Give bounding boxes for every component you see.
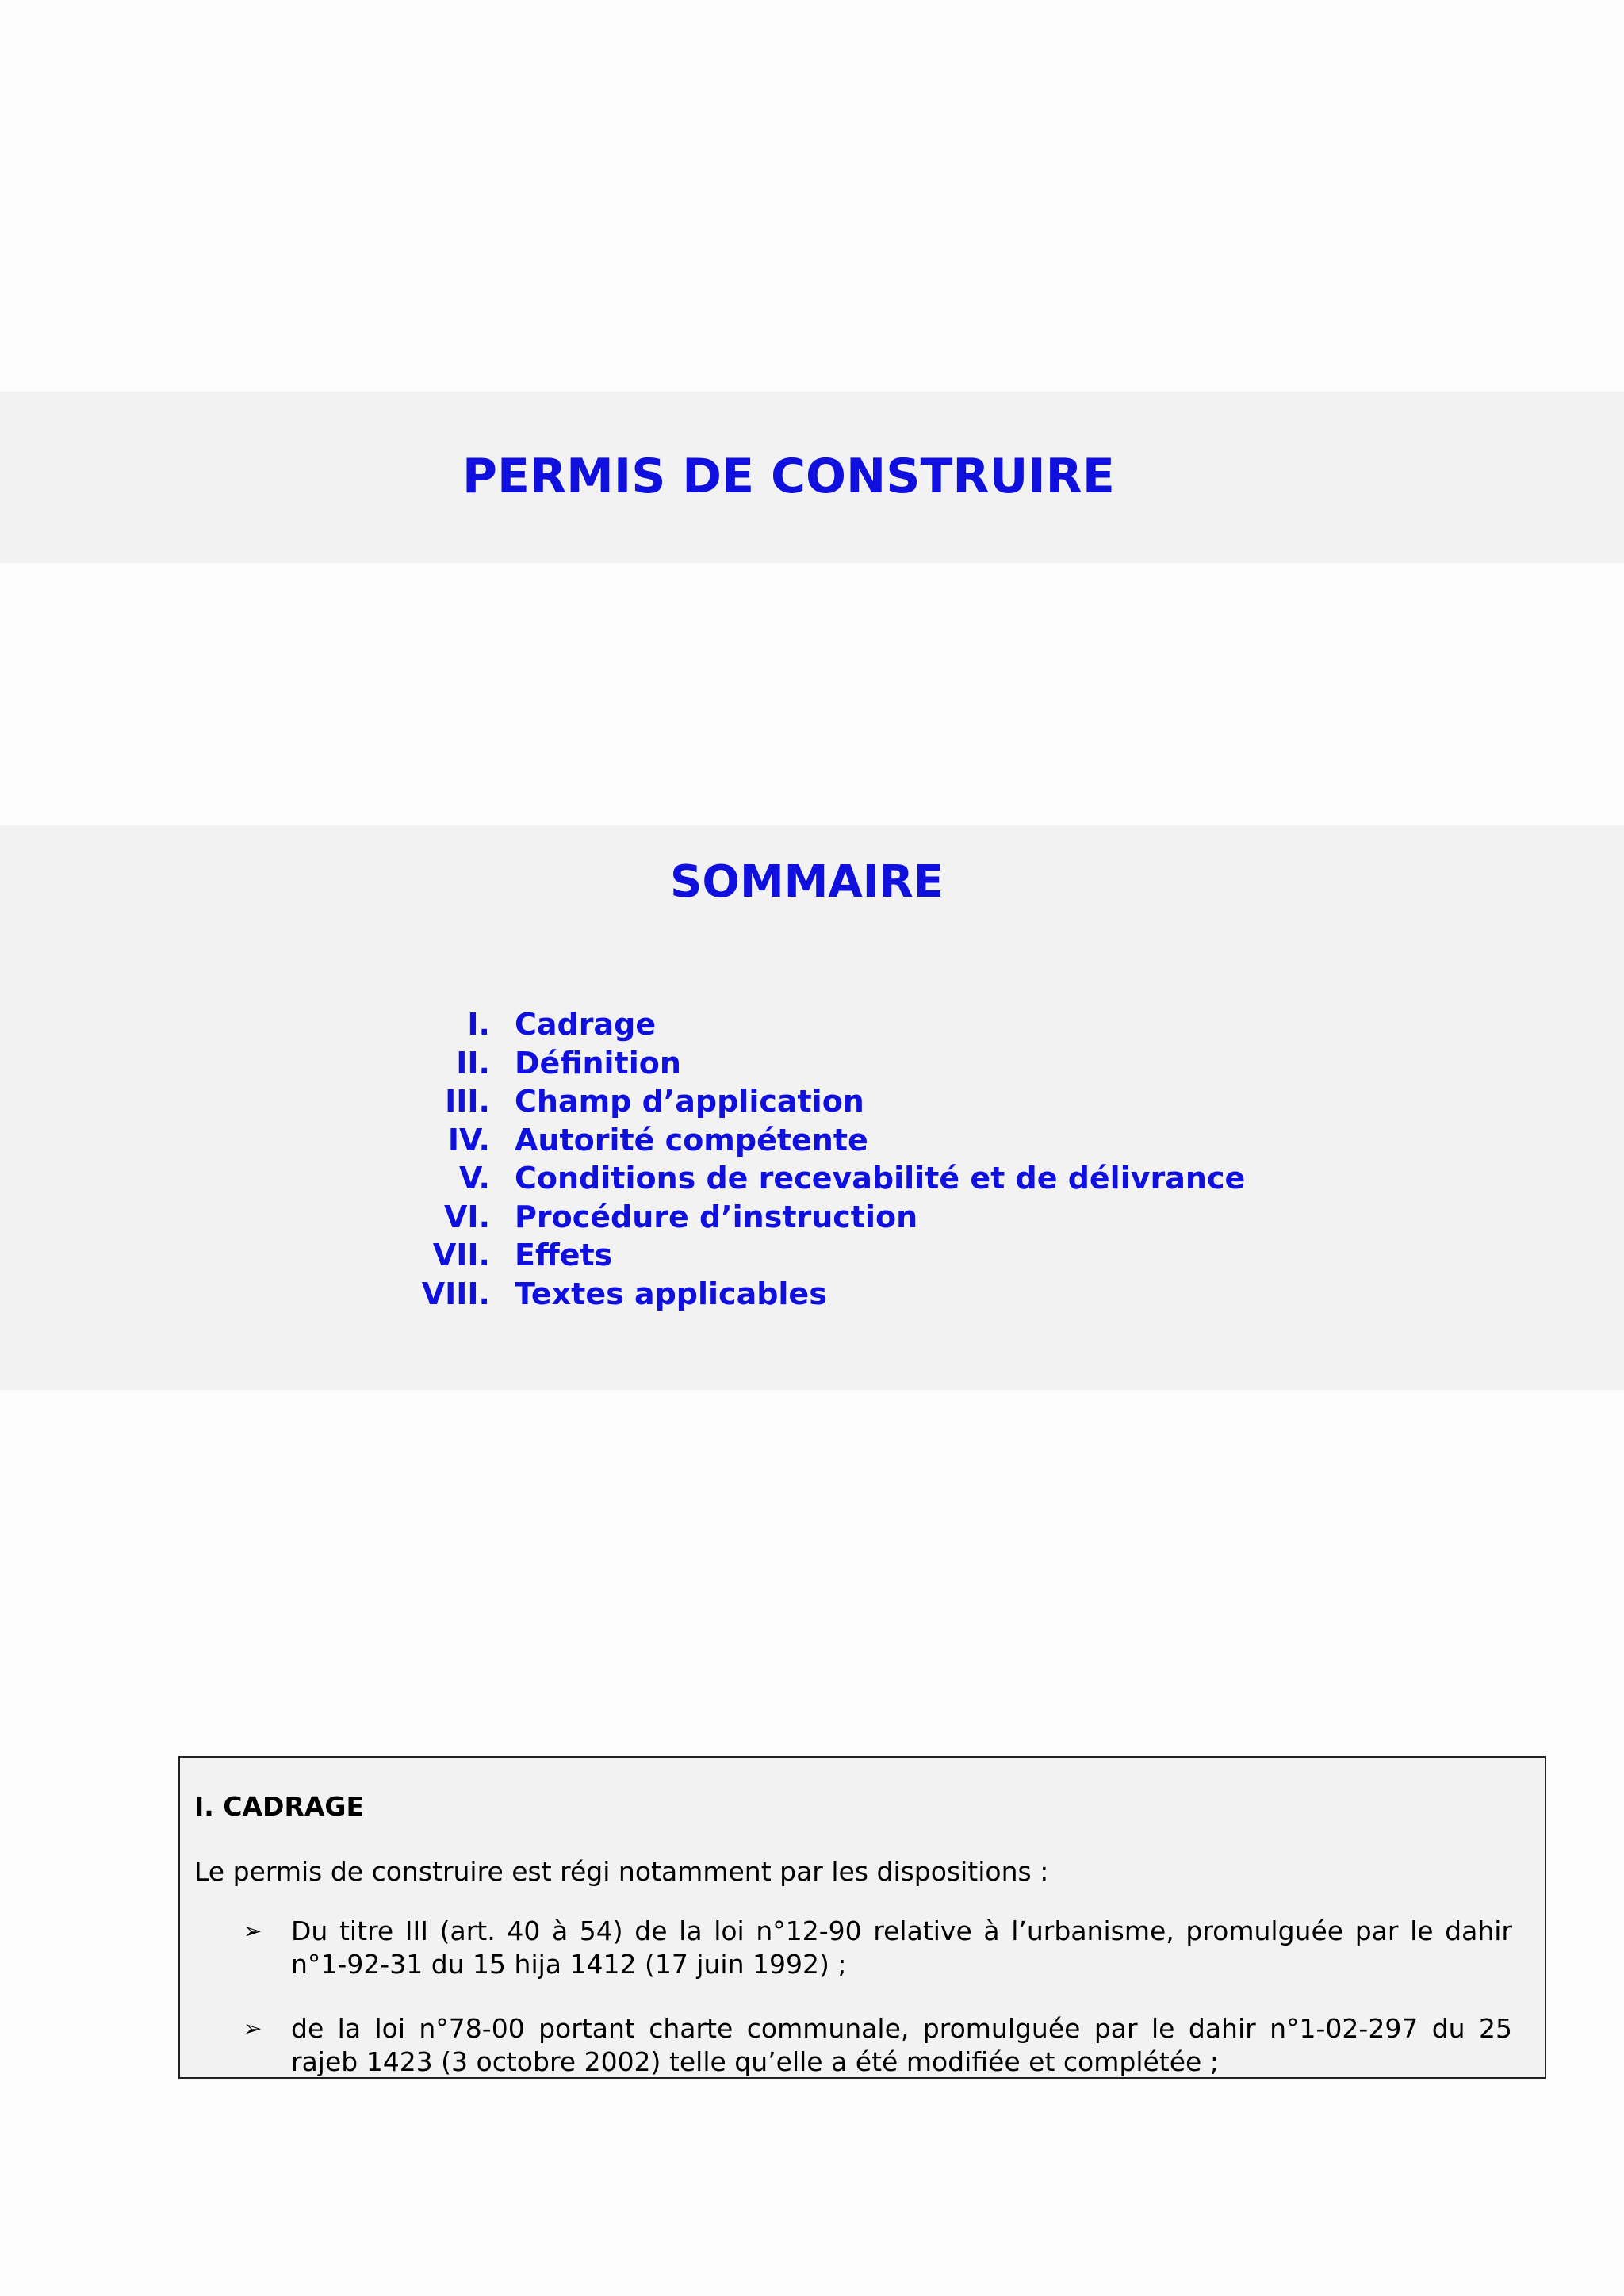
- toc-item-autorite-competente: [0, 1121, 1624, 1160]
- toc-item-number: VIII.: [421, 1276, 490, 1311]
- toc-item-number: V.: [459, 1161, 490, 1196]
- toc-item-number: VI.: [444, 1199, 490, 1234]
- toc-item-number: I.: [467, 1007, 490, 1043]
- toc-item-effets: [0, 1236, 1624, 1275]
- list-item: [243, 1915, 1512, 1981]
- list-item: [243, 2012, 1512, 2079]
- toc-item-number: VII.: [432, 1238, 490, 1273]
- toc-item-champ-application: [0, 1082, 1624, 1121]
- toc-item-label: Textes applicables: [515, 1276, 827, 1311]
- document-title: PERMIS DE CONSTRUIRE: [462, 449, 1115, 504]
- toc-item-procedure: [0, 1198, 1624, 1237]
- toc-item-number: III.: [445, 1084, 490, 1119]
- toc-item-conditions: [0, 1159, 1624, 1198]
- toc-item-number: II.: [456, 1045, 490, 1081]
- cadrage-heading: I. CADRAGE: [194, 1791, 365, 1822]
- cadrage-section: [178, 1756, 1546, 2079]
- toc-item-textes-applicables: [0, 1275, 1624, 1314]
- toc-item-label: Procédure d’instruction: [515, 1199, 918, 1234]
- list-item-text: de la loi n°78-00 portant charte communale, promulguée par le dahir n°1-02-297 du 25 rajeb 1423 (3 octobre 2002) telle qu’elle a été modifiée et complétée ;: [291, 2013, 1512, 2077]
- arrowhead-bullet-icon: ➢: [243, 1918, 262, 1944]
- cadrage-intro: Le permis de construire est régi notamment par les dispositions :: [194, 1856, 1049, 1887]
- toc-item-label: Autorité compétente: [515, 1122, 868, 1158]
- toc-item-label: Effets: [515, 1238, 613, 1273]
- toc-item-label: Cadrage: [515, 1007, 657, 1043]
- toc-item-cadrage: [0, 1005, 1624, 1044]
- toc-item-definition: [0, 1044, 1624, 1083]
- table-of-contents: [0, 1005, 1624, 1313]
- toc-item-label: Conditions de recevabilité et de délivrance: [515, 1161, 1246, 1196]
- toc-item-number: IV.: [447, 1122, 490, 1158]
- toc-item-label: Champ d’application: [515, 1084, 864, 1119]
- toc-item-label: Définition: [515, 1045, 681, 1081]
- arrowhead-bullet-icon: ➢: [243, 2015, 262, 2042]
- list-item-text: Du titre III (art. 40 à 54) de la loi n°12-90 relative à l’urbanisme, promulguée par le dahir n°1-92-31 du 15 hija 1412 (17 juin 1992) ;: [291, 1915, 1512, 1980]
- sommaire-heading: SOMMAIRE: [670, 856, 944, 908]
